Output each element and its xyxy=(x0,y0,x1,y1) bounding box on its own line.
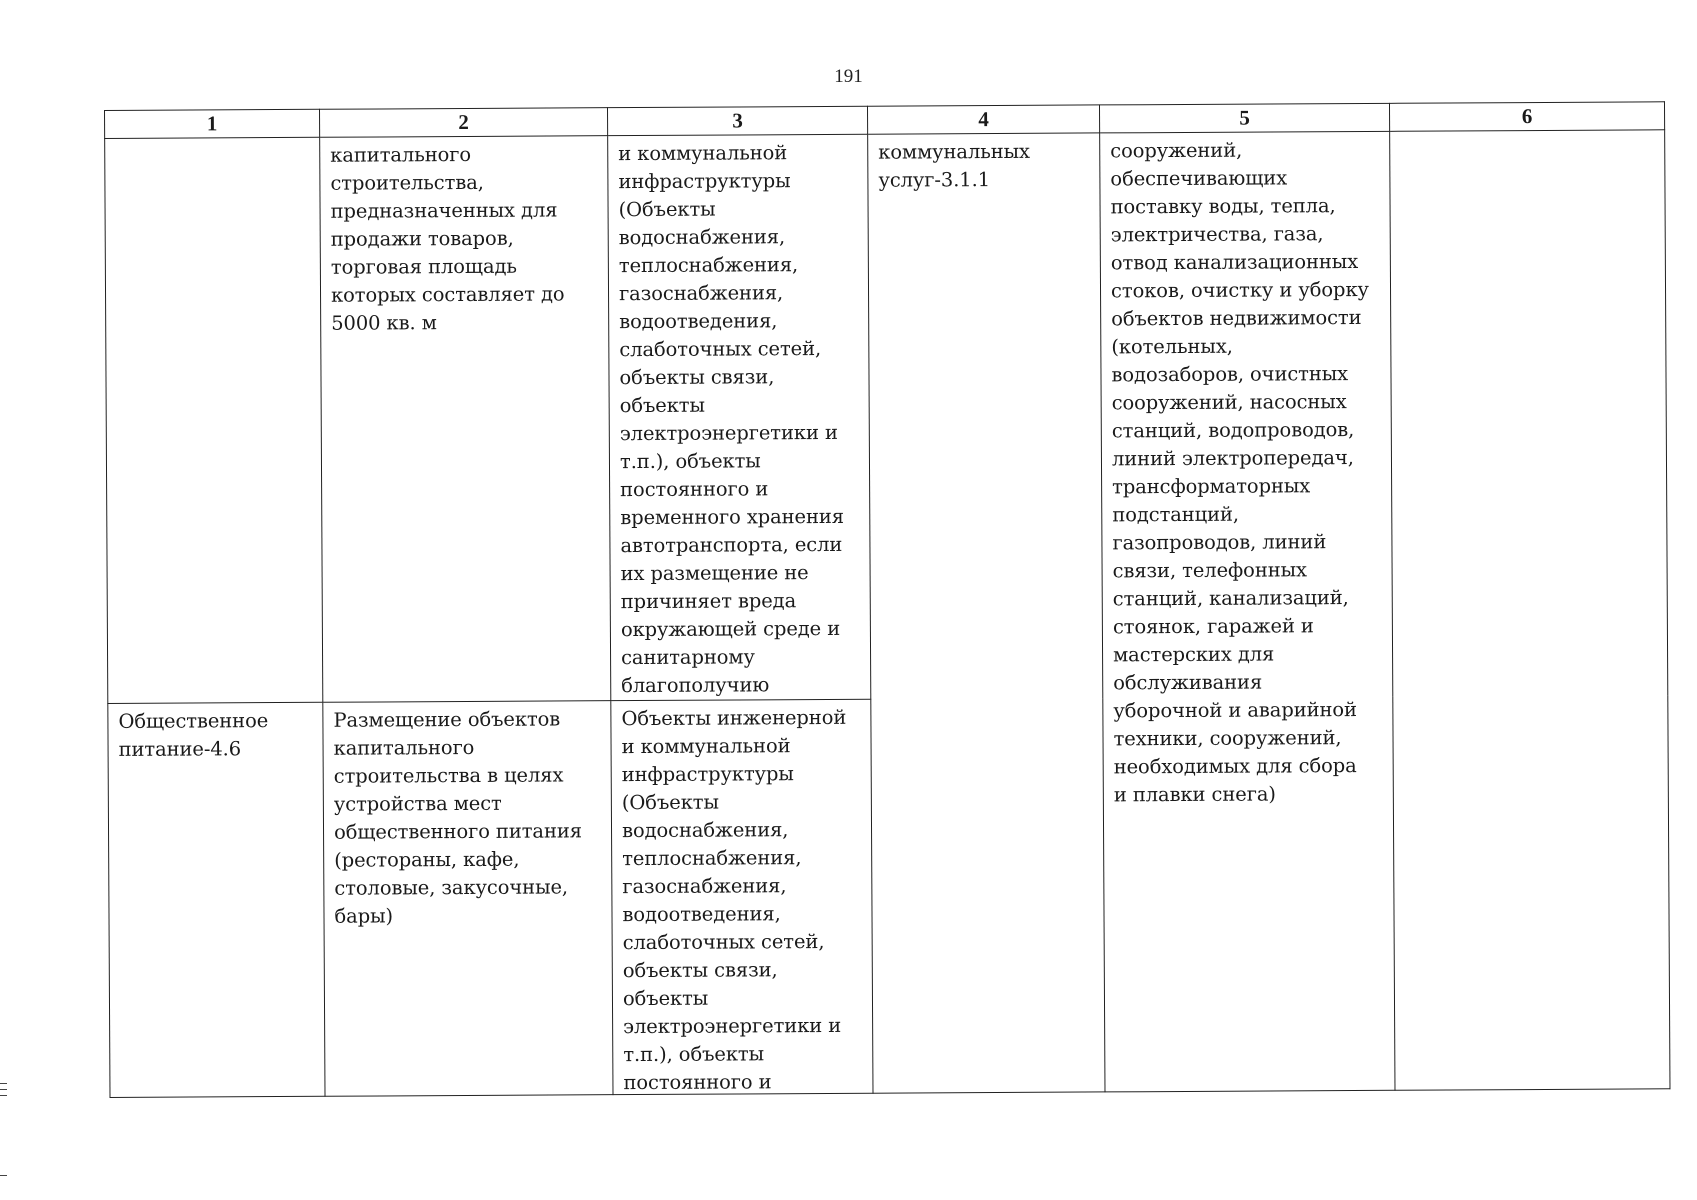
cell-row1-col2 xyxy=(320,136,611,703)
column-header-3: 3 xyxy=(607,106,867,135)
cell-text: коммунальных услуг-3.1.1 xyxy=(878,139,1030,192)
page-number: 191 xyxy=(834,66,863,87)
cell-text: Объекты инженерной и коммунальной инфраструктуры (Объекты водоснабжения, теплоснабжения, газоснабжения, водоотведения, слаботочных сетей, объекты связи, объекты электроэнергетики и т.п.), объекты постоянного и xyxy=(621,705,847,1095)
cell-row2-col1 xyxy=(108,702,325,1097)
cell-text xyxy=(1390,130,1664,136)
scan-edge-mark xyxy=(0,1175,7,1176)
cell-row2-col3 xyxy=(611,699,873,1094)
land-use-table xyxy=(104,101,1670,1098)
cell-text: и коммунальной инфраструктуры (Объекты водоснабжения, теплоснабжения, газоснабжения, водоотведения, слаботочных сетей, объекты связи, объекты электроэнергетики и т.п.), объекты постоянного и временного хранения автотранспорта, если их размещение не причиняет вреда окружающей среде и санитарному благополучию xyxy=(618,141,844,698)
cell-text xyxy=(105,138,319,143)
scan-edge-mark xyxy=(0,1083,7,1084)
cell-row1-col3 xyxy=(608,134,871,700)
scan-edge-mark xyxy=(0,1095,7,1096)
column-header-4: 4 xyxy=(867,105,1099,134)
cell-col6-merged xyxy=(1390,130,1670,1091)
cell-row2-col2 xyxy=(323,701,613,1097)
cell-col4-merged xyxy=(868,133,1105,1093)
scan-edge-mark xyxy=(0,1089,7,1090)
cell-text: Общественное питание-4.6 xyxy=(118,709,269,761)
cell-row1-col1 xyxy=(105,137,323,703)
column-header-6: 6 xyxy=(1389,102,1664,132)
column-header-5: 5 xyxy=(1099,103,1389,133)
column-header-2: 2 xyxy=(319,108,607,138)
table-row xyxy=(105,130,1668,704)
cell-text: сооружений, обеспечивающих поставку воды, тепла, электричества, газа, отвод канализационных стоков, очистку и уборку объектов недвижимости (котельных, водозаборов, очистных сооружений, насосных станций, водопроводов, линий электропередач, трансформаторных подстанций, газопроводов, линий связи, телефонных станций, канализаций, стоянок, гаражей и мастерских для обслуживания уборочной и аварийной техники, сооружений, необходимых для сбора и плавки снега) xyxy=(1110,138,1369,807)
cell-col5-merged xyxy=(1100,131,1395,1092)
column-header-1: 1 xyxy=(105,109,320,138)
cell-text: капитального строительства, предназначенных для продажи товаров, торговая площадь которых составляет до 5000 кв. м xyxy=(330,142,565,335)
cell-text: Размещение объектов капитального строительства в целях устройства мест общественного питания (рестораны, кафе, столовые, закусочные, бары) xyxy=(333,707,582,928)
